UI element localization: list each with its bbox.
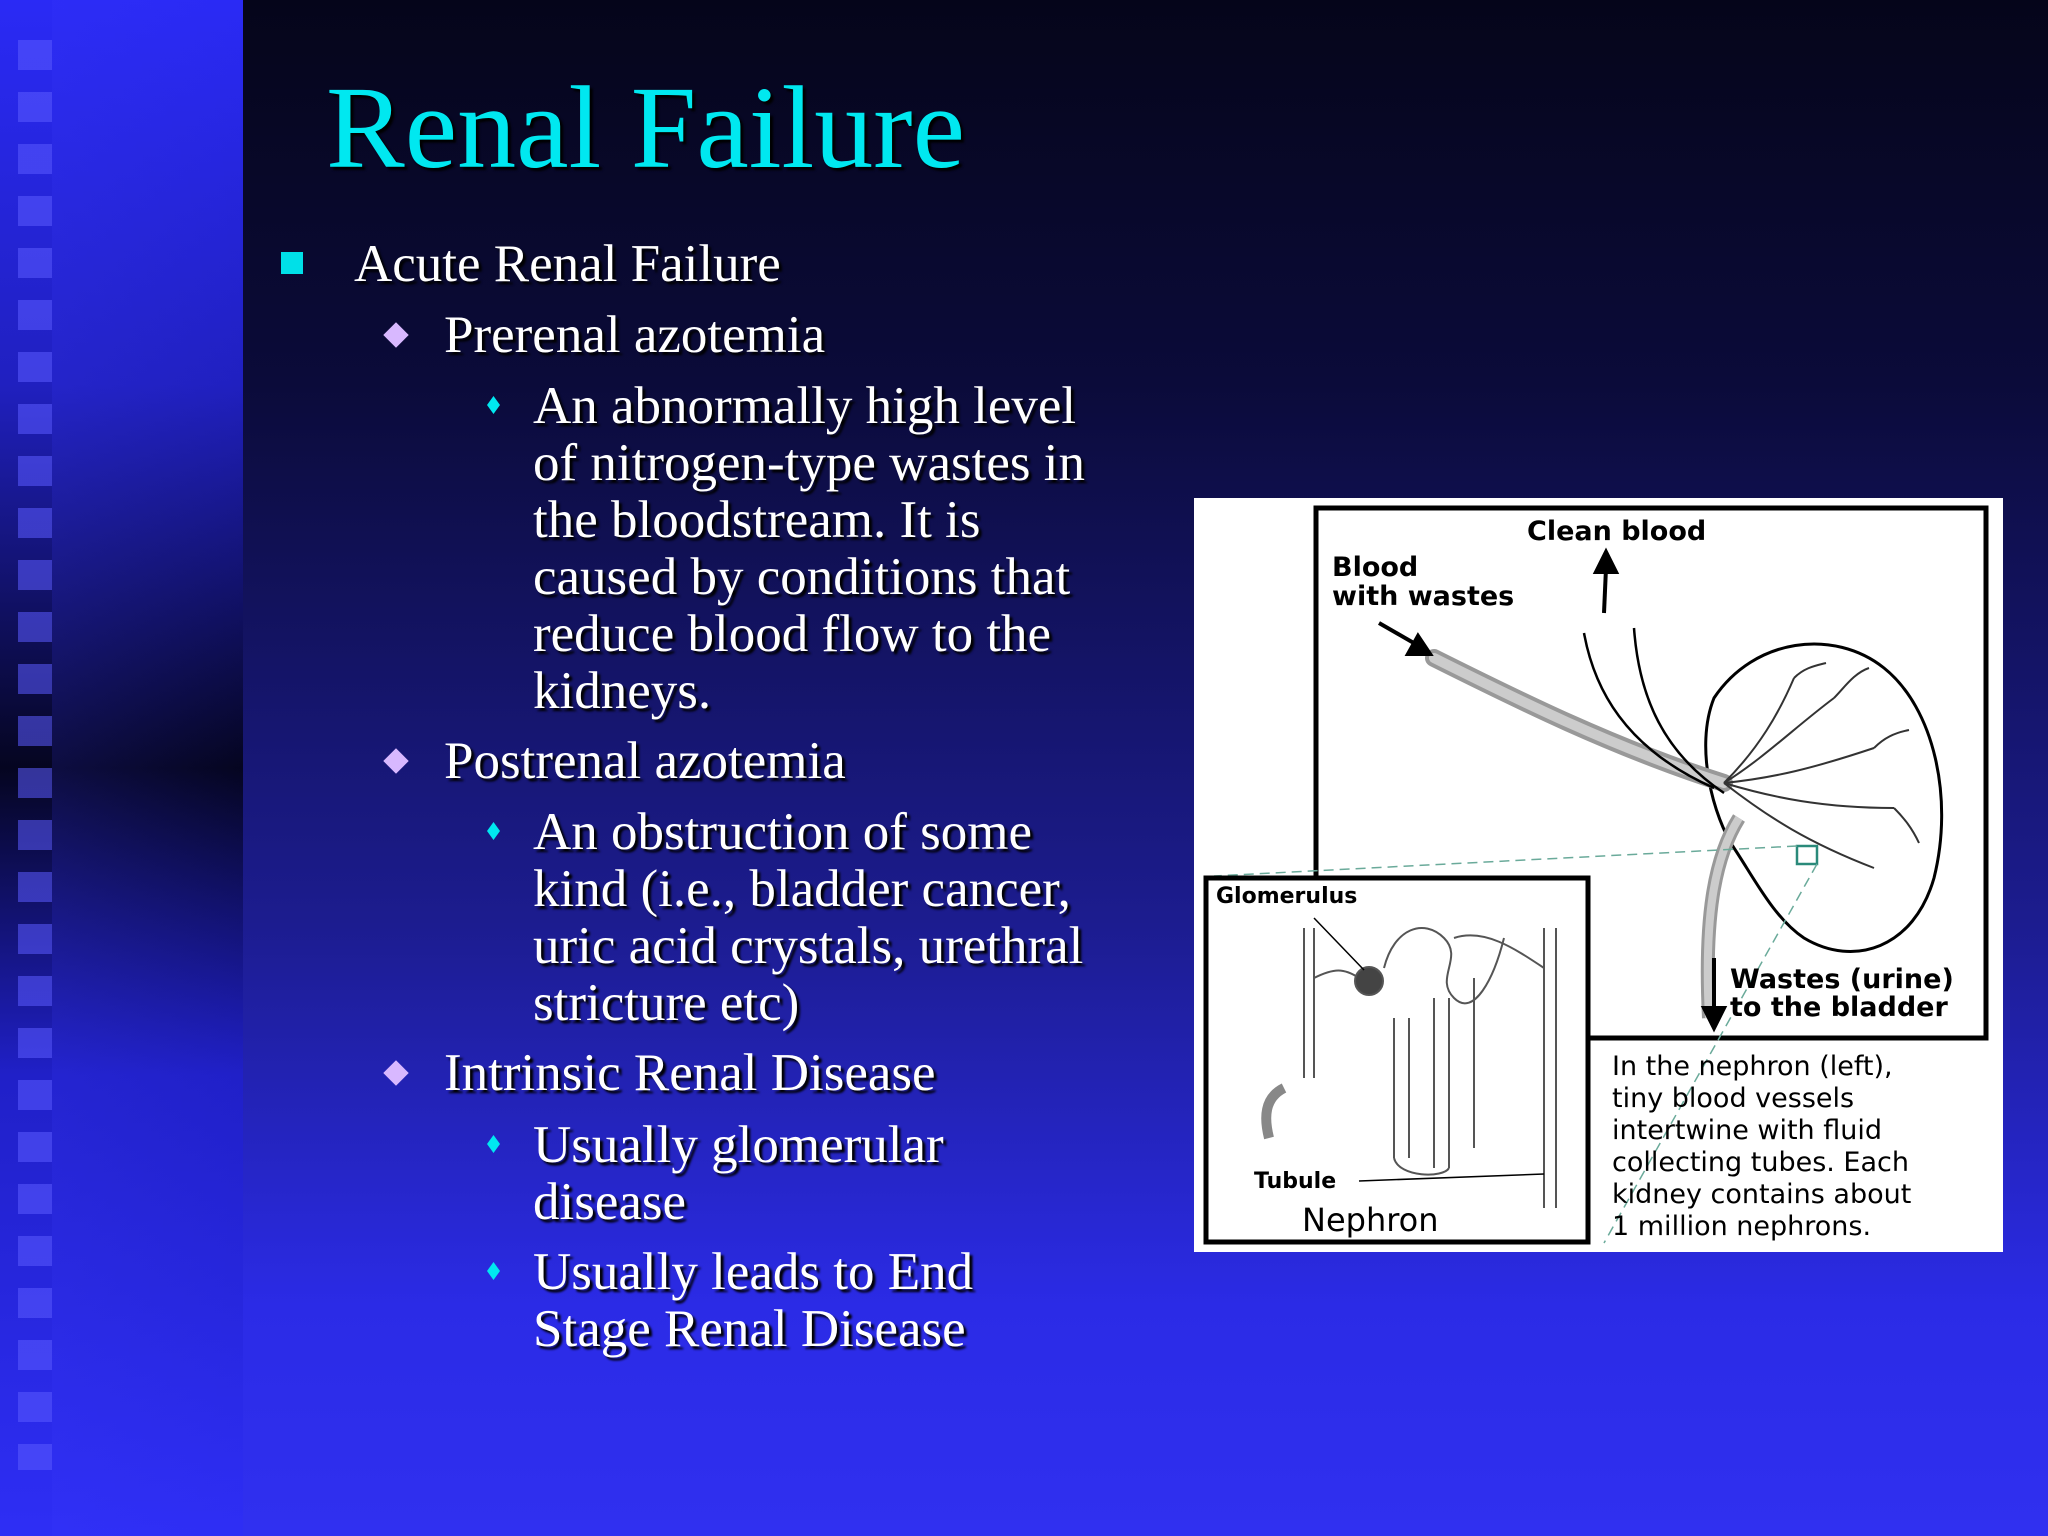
prerenal-desc-line-3: the bloodstream. It is	[533, 491, 981, 549]
diamond-bullet-icon	[383, 322, 408, 347]
diagram-svg	[1194, 498, 2003, 1252]
small-diamond-bullet-icon	[487, 1262, 500, 1280]
blood-with-wastes-label-1: Blood	[1332, 552, 1419, 583]
prerenal-desc-line-6: kidneys.	[533, 662, 712, 720]
bullet-prerenal-azotemia: Prerenal azotemia	[444, 306, 826, 364]
square-bullet-icon	[281, 252, 303, 274]
kidney-nephron-diagram	[1194, 498, 2003, 1252]
prerenal-desc-line-1: An abnormally high level	[533, 377, 1077, 435]
blood-with-wastes-label-2: with wastes	[1332, 581, 1515, 612]
bullet-intrinsic-renal-disease: Intrinsic Renal Disease	[444, 1044, 936, 1102]
caption-line: In the nephron (left),	[1612, 1051, 1893, 1082]
postrenal-desc-line-1: An obstruction of some	[533, 803, 1033, 861]
intrinsic-desc-1-line-2: disease	[533, 1173, 687, 1231]
postrenal-desc-line-2: kind (i.e., bladder cancer,	[533, 860, 1071, 918]
bar-fade	[52, 0, 243, 1536]
caption-line: kidney contains about	[1612, 1179, 1912, 1210]
caption-line: intertwine with fluid	[1612, 1115, 1883, 1146]
prerenal-desc-line-2: of nitrogen-type wastes in	[533, 434, 1085, 492]
connector-line	[1214, 846, 1797, 876]
caption-line: collecting tubes. Each	[1612, 1147, 1909, 1178]
bullet-acute-renal-failure: Acute Renal Failure	[354, 235, 781, 293]
bar-square-pattern	[18, 40, 52, 1470]
bullet-postrenal-azotemia: Postrenal azotemia	[444, 732, 846, 790]
tubule-label: Tubule	[1254, 1169, 1337, 1194]
diamond-bullet-icon	[383, 748, 408, 773]
postrenal-desc-line-4: stricture etc)	[533, 974, 800, 1032]
intrinsic-desc-2-line-2: Stage Renal Disease	[533, 1300, 966, 1358]
kidney-vessels	[1724, 663, 1919, 868]
diagram-caption	[1612, 1051, 1911, 1242]
left-decorative-bar	[0, 0, 243, 1536]
slide-title: Renal Failure	[326, 62, 965, 193]
prerenal-desc-line-5: reduce blood flow to the	[533, 605, 1052, 663]
wastes-urine-label-2: to the bladder	[1730, 992, 1948, 1023]
caption-line: 1 million nephrons.	[1612, 1211, 1872, 1242]
intrinsic-desc-1-line-1: Usually glomerular	[533, 1116, 944, 1174]
nephron-label: Nephron	[1302, 1201, 1439, 1239]
nephron-location-marker	[1797, 846, 1817, 864]
prerenal-desc-line-4: caused by conditions that	[533, 548, 1071, 606]
wastes-urine-label-1: Wastes (urine)	[1730, 964, 1954, 995]
glomerulus-label: Glomerulus	[1216, 884, 1358, 909]
intrinsic-desc-2-line-1: Usually leads to End	[533, 1243, 974, 1301]
clean-blood-label: Clean blood	[1527, 516, 1707, 547]
kidney-outline	[1706, 644, 1942, 952]
small-diamond-bullet-icon	[487, 822, 500, 840]
caption-line: tiny blood vessels	[1612, 1083, 1855, 1114]
diamond-bullet-icon	[383, 1060, 408, 1085]
postrenal-desc-line-3: uric acid crystals, urethral	[533, 917, 1084, 975]
small-diamond-bullet-icon	[487, 1135, 500, 1153]
small-diamond-bullet-icon	[487, 396, 500, 414]
